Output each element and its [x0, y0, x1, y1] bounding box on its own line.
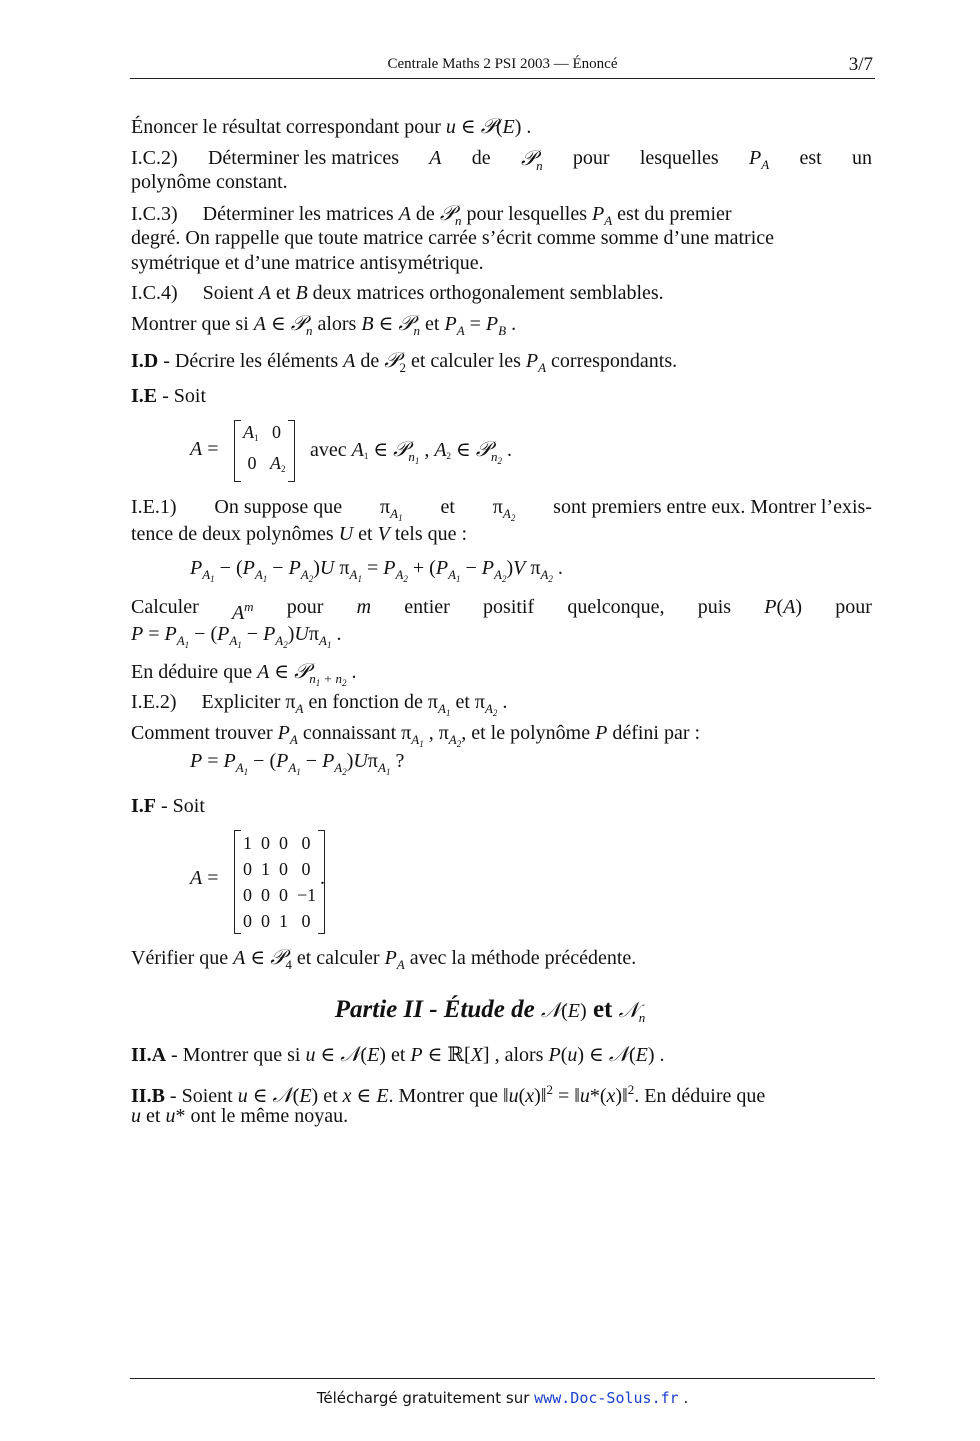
- line-ic4: I.C.4) Soient A et B deux matrices orthogonalement semblables.: [131, 282, 664, 304]
- matrix-4x4: 1 0 0 0 0 1 0 0 0 0 0 −1 0 0 1 0: [234, 830, 325, 934]
- line-ic4-2: Montrer que si A ∈ 𝒫$_n$ alors B ∈ 𝒫$_n$ et $P_A = P_B$ .: [131, 311, 517, 338]
- header-title: Centrale Maths 2 PSI 2003 — Énoncé: [387, 56, 618, 72]
- line-calculer: Calculer $A^m$ pour m entier positif quelconque, puis P(A) pour: [131, 596, 872, 624]
- line-ic2: I.C.2) Déterminer les matrices A de 𝒫$_n$ pour lesquelles $P_A$ est un: [131, 146, 872, 173]
- equation-p: $P = P_{A_1} - (P_{A_1} - P_{A_2})U\pi_{A_1}$ .: [131, 623, 342, 650]
- page-header: [130, 56, 875, 79]
- doc-solus-link[interactable]: www.Doc-Solus.fr: [534, 1389, 679, 1407]
- matrix-period: .: [320, 867, 325, 889]
- line-iib-2: u et u* ont le même noyau.: [131, 1105, 349, 1127]
- line-ie2: I.E.2) Expliciter $\pi_A$ en fonction de $\pi_{A_1}$ et $\pi_{A_2}$ .: [131, 691, 508, 718]
- line-ic2-cont: polynôme constant.: [131, 171, 288, 193]
- line-en-deduire: En déduire que A ∈ 𝒫$_{n_1 + n_2}$ .: [131, 659, 357, 688]
- equation-bezout: $P_{A_1} - (P_{A_1} - P_{A_2})U$ $\pi_{A_1} = P_{A_2} + (P_{A_1} - P_{A_2})V$ $\pi_{A_2}$ .: [190, 557, 563, 584]
- line-ic3-2: degré. On rappelle que toute matrice carrée s’écrit comme somme d’une matrice: [131, 227, 775, 249]
- equation-p-question: $P = P_{A_1} - (P_{A_1} - P_{A_2})U\pi_{A_1}$ ?: [190, 750, 405, 777]
- part-title: Partie II - Étude de 𝒩(E) et 𝒩$_n$: [334, 996, 646, 1025]
- line-iib: II.B - Soient u ∈ 𝒩(E) et x ∈ E. Montrer que ‖u(x)‖$^2$ = ‖u*(x)‖$^2$. En déduire que: [131, 1082, 766, 1107]
- page-number: 3/7: [848, 54, 873, 75]
- page-footer: [130, 1378, 875, 1407]
- line-ie: I.E - Soit: [131, 385, 207, 407]
- footer-text: Téléchargé gratuitement sur www.Doc-Solus.fr .: [316, 1389, 689, 1407]
- line-verifier: Vérifier que A ∈ 𝒫$_4$ et calculer $P_A$ avec la méthode précédente.: [131, 945, 637, 972]
- matrix-avec: avec A1 ∈ 𝒫$_{n_1}$ , A2 ∈ 𝒫$_{n_2}$ .: [310, 437, 513, 466]
- line-iia: II.A - Montrer que si u ∈ 𝒩(E) et P ∈ ℝ[X] , alors P(u) ∈ 𝒩(E) .: [131, 1042, 665, 1066]
- line-id: I.D - Décrire les éléments A de 𝒫$_2$ et calculer les $P_A$ correspondants.: [131, 348, 678, 375]
- matrix-a4-label: A =: [190, 867, 219, 889]
- line-ie1: I.E.1) On suppose que $\pi_{A_1}$ et $\pi_{A_2}$ sont premiers entre eux. Montrer l’exis-: [131, 496, 872, 523]
- line-ic3-3: symétrique et d’une matrice antisymétrique.: [131, 252, 484, 274]
- block-matrix: A1 0 0 A2: [234, 420, 295, 482]
- line-if: I.F - Soit: [131, 795, 205, 817]
- line-ic3: I.C.3) Déterminer les matrices A de 𝒫$_n$ pour lesquelles $P_A$ est du premier: [131, 201, 732, 228]
- line-ie1-2: tence de deux polynômes U et V tels que :: [131, 523, 468, 545]
- matrix-a-label: A =: [190, 438, 219, 460]
- line-enoncer: Énoncer le résultat correspondant pour u ∈ 𝒫(E) .: [131, 114, 532, 138]
- line-comment: Comment trouver $P_A$ connaissant $\pi_{A_1}$ , $\pi_{A_2}$, et le polynôme P défini par :: [131, 722, 701, 749]
